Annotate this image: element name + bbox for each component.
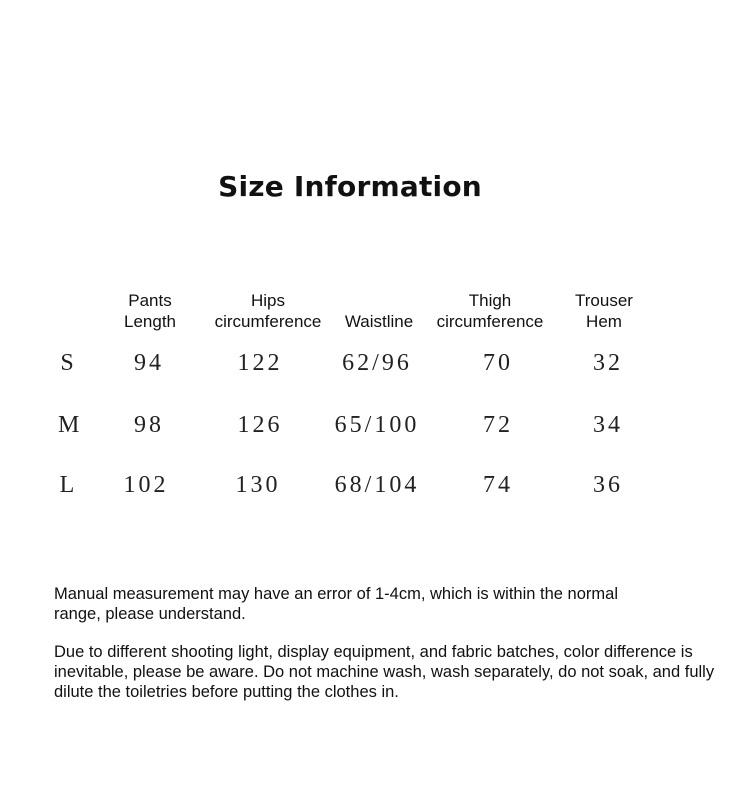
- header-thigh-circumference: [430, 290, 550, 332]
- header-line-1: Pants: [128, 291, 172, 310]
- header-line-2: Length: [124, 312, 176, 331]
- table-cell: 94: [134, 350, 164, 376]
- table-cell: 68/104: [334, 472, 420, 498]
- header-hips-circumference: [208, 290, 328, 332]
- care-note: Due to different shooting light, display equipment, and fabric batches, color difference is inevitable, please be aware. Do not machine wash, wash separately, do not soak, and fully dilute the toiletries before putting the clothes in.: [54, 643, 715, 701]
- table-cell: 122: [237, 350, 283, 376]
- table-cell: 70: [483, 350, 513, 376]
- header-line-1: Hips: [250, 291, 285, 310]
- header-line-2: Waistline: [344, 312, 414, 331]
- measurement-note: Manual measurement may have an error of 1-4cm, which is within the normal range, please understand.: [54, 585, 618, 623]
- header-waistline: [332, 290, 426, 332]
- table-cell: 98: [134, 412, 164, 438]
- table-cell: 62/96: [342, 350, 412, 376]
- header-line-1: Trouser: [575, 291, 633, 310]
- header-line-1: [332, 290, 426, 311]
- header-line-2: circumference: [214, 312, 322, 331]
- table-cell: 65/100: [334, 412, 420, 438]
- header-trouser-hem: [562, 290, 646, 332]
- size-label-l: L: [59, 472, 75, 498]
- table-cell: 130: [235, 472, 281, 498]
- header-line-2: Hem: [586, 312, 622, 331]
- header-line-1: Thigh: [468, 291, 512, 310]
- table-cell: 74: [483, 472, 513, 498]
- table-cell: 36: [593, 472, 623, 498]
- table-cell: 34: [593, 412, 623, 438]
- size-label-m: M: [58, 412, 80, 438]
- page-title: Size Information: [218, 170, 482, 203]
- table-cell: 32: [593, 350, 623, 376]
- header-pants-length: [100, 290, 200, 332]
- table-cell: 102: [123, 472, 169, 498]
- header-line-2: circumference: [436, 312, 544, 331]
- table-cell: 72: [483, 412, 513, 438]
- table-cell: 126: [237, 412, 283, 438]
- size-label-s: S: [60, 350, 74, 376]
